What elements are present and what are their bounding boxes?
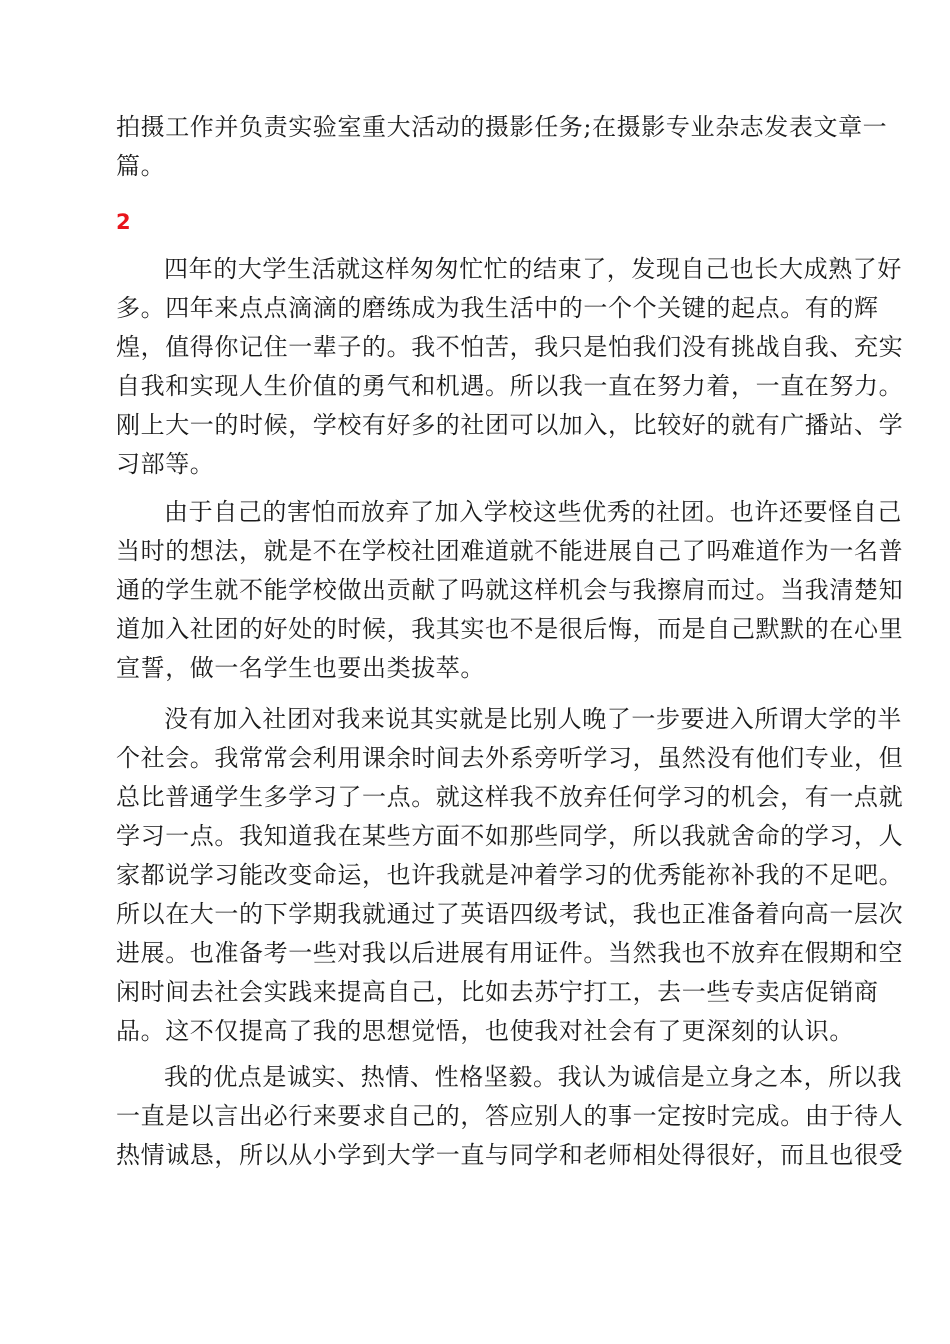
paragraph-4 xyxy=(116,1058,904,1175)
text-line: 总比普通学生多学习了一点。就这样我不放弃任何学习的机会，有一点就 xyxy=(116,783,904,811)
text-line: 个社会。我常常会利用课余时间去外系旁听学习，虽然没有他们专业，但 xyxy=(116,744,904,772)
text-line: 一直是以言出必行来要求自己的，答应别人的事一定按时完成。由于待人 xyxy=(116,1102,904,1130)
text-line: 拍摄工作并负责实验室重大活动的摄影任务;在摄影专业杂志发表文章一 xyxy=(116,113,888,141)
text-line: 通的学生就不能学校做出贡献了吗就这样机会与我擦肩而过。当我清楚知 xyxy=(116,576,904,604)
text-line: 家都说学习能改变命运，也许我就是冲着学习的优秀能祢补我的不足吧。 xyxy=(116,861,904,889)
paragraph-1 xyxy=(116,250,904,484)
text-line: 煌，值得你记住一辈子的。我不怕苦，我只是怕我们没有挑战自我、充实 xyxy=(116,333,904,361)
text-line: 宣誓，做一名学生也要出类拔萃。 xyxy=(116,654,485,682)
paragraph-3 xyxy=(116,700,904,1051)
text-line: 习部等。 xyxy=(116,450,215,478)
text-line: 品。这不仅提高了我的思想觉悟，也使我对社会有了更深刻的认识。 xyxy=(116,1017,854,1045)
text-line: 多。四年来点点滴滴的磨练成为我生活中的一个个关键的起点。有的辉 xyxy=(116,294,879,322)
text-line: 所以在大一的下学期我就通过了英语四级考试，我也正准备着向高一层次 xyxy=(116,900,904,928)
paragraph-2 xyxy=(116,493,904,688)
text-line: 由于自己的害怕而放弃了加入学校这些优秀的社团。也许还要怪自己 xyxy=(164,498,902,526)
continued-paragraph xyxy=(116,108,888,186)
text-line: 四年的大学生活就这样匆匆忙忙的结束了，发现自己也长大成熟了好 xyxy=(164,255,902,283)
text-line: 道加入社团的好处的时候，我其实也不是很后悔，而是自己默默的在心里 xyxy=(116,615,904,643)
text-line: 我的优点是诚实、热情、性格坚毅。我认为诚信是立身之本，所以我 xyxy=(164,1063,902,1091)
text-line: 热情诚恳，所以从小学到大学一直与同学和老师相处得很好，而且也很受 xyxy=(116,1141,904,1169)
text-line: 没有加入社团对我来说其实就是比别人晚了一步要进入所谓大学的半 xyxy=(164,705,902,733)
text-line: 自我和实现人生价值的勇气和机遇。所以我一直在努力着，一直在努力。 xyxy=(116,372,904,400)
text-line: 篇。 xyxy=(116,152,166,180)
text-line: 闲时间去社会实践来提高自己，比如去苏宁打工，去一些专卖店促销商 xyxy=(116,978,879,1006)
text-line: 刚上大一的时候，学校有好多的社团可以加入，比较好的就有广播站、学 xyxy=(116,411,904,439)
text-line: 当时的想法，就是不在学校社团难道就不能进展自己了吗难道作为一名普 xyxy=(116,537,904,565)
section-number: 2 xyxy=(116,210,131,234)
text-line: 学习一点。我知道我在某些方面不如那些同学，所以我就舍命的学习，人 xyxy=(116,822,904,850)
text-line: 进展。也准备考一些对我以后进展有用证件。当然我也不放弃在假期和空 xyxy=(116,939,904,967)
